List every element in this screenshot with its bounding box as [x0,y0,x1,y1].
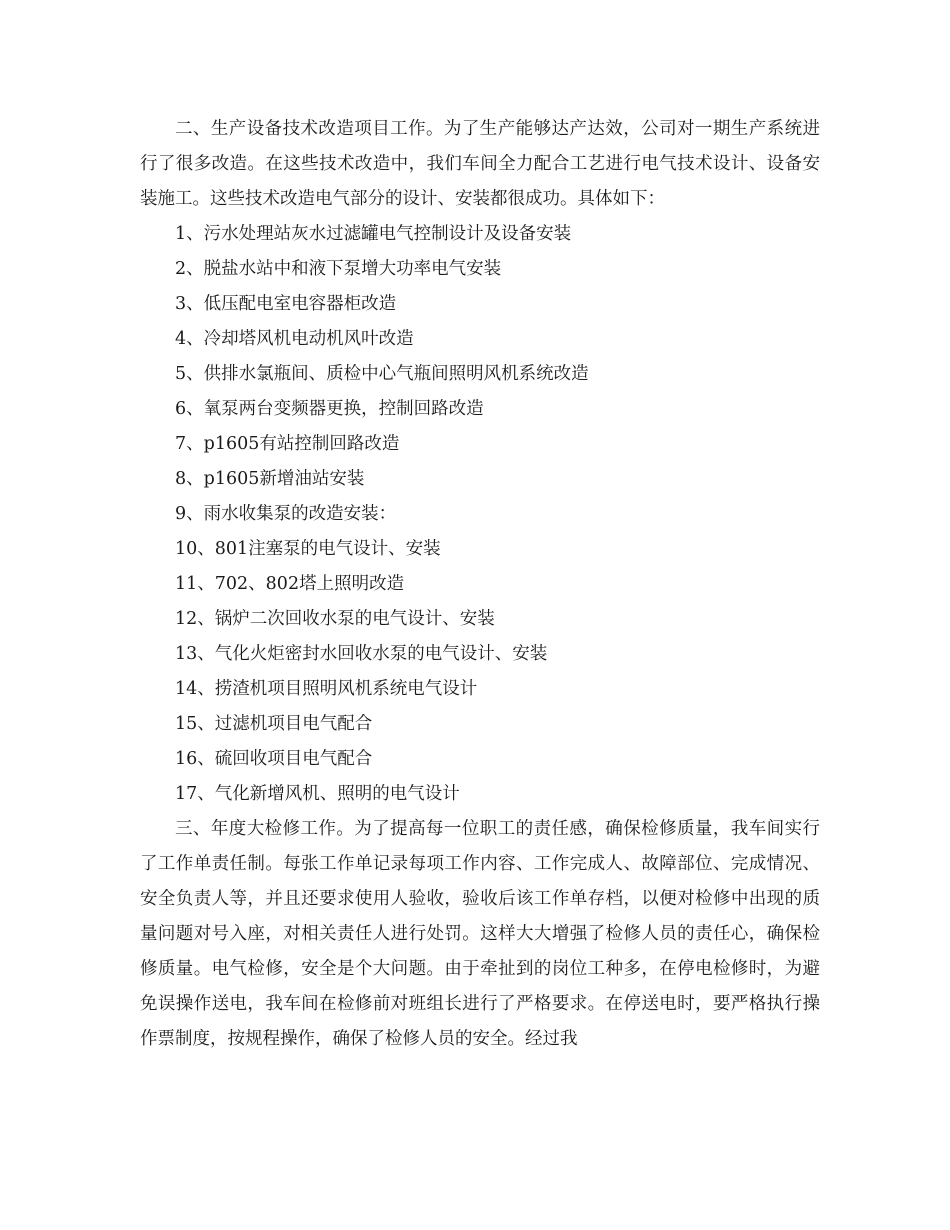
list-item: 8、p1605新增油站安装 [175,469,365,489]
list-item: 2、脱盐水站中和液下泵增大功率电气安装 [175,259,502,279]
list-item: 16、硫回收项目电气配合 [175,749,373,769]
section-2-paragraph: 二、生产设备技术改造项目工作。为了生产能够达产达效，公司对一期生产系统进行了很多改造。在这些技术改造中，我们车间全力配合工艺进行电气技术设计、设备安装施工。这些技术改造电气部分的设计、安装都很成功。具体如下： [140,119,820,209]
list-item: 17、气化新增风机、照明的电气设计 [175,784,460,804]
list-item: 4、冷却塔风机电动机风叶改造 [175,329,414,349]
list-item: 1、污水处理站灰水过滤罐电气控制设计及设备安装 [175,224,572,244]
list-item: 7、p1605有站控制回路改造 [175,434,400,454]
list-item: 5、供排水氯瓶间、质检中心气瓶间照明风机系统改造 [175,364,589,384]
list-item: 11、702、802塔上照明改造 [175,574,405,594]
list-item: 13、气化火炬密封水回收水泵的电气设计、安装 [175,644,548,664]
list-item: 10、801注塞泵的电气设计、安装 [175,539,441,559]
list-item: 3、低压配电室电容器柜改造 [175,294,397,314]
list-item: 15、过滤机项目电气配合 [175,714,373,734]
list-item: 12、锅炉二次回收水泵的电气设计、安装 [175,609,495,629]
section-3-paragraph: 三、年度大检修工作。为了提高每一位职工的责任感，确保检修质量，我车间实行了工作单责任制。每张工作单记录每项工作内容、工作完成人、故障部位、完成情况、安全负责人等，并且还要求使用人验收，验收后该工作单存档，以便对检修中出现的质量问题对号入座，对相关责任人进行处罚。这样大大增强了检修人员的责任心，确保检修质量。电气检修，安全是个大问题。由于牵扯到的岗位工种多，在停电检修时，为避免误操作送电，我车间在检修前对班组长进行了严格要求。在停送电时，要严格执行操作票制度，按规程操作，确保了检修人员的安全。经过我 [140,819,820,1049]
list-item: 6、氧泵两台变频器更换，控制回路改造 [175,399,484,419]
modification-list [140,217,820,812]
list-item: 14、捞渣机项目照明风机系统电气设计 [175,679,478,699]
document-page [140,112,820,1057]
list-item: 9、雨水收集泵的改造安装： [175,504,397,524]
